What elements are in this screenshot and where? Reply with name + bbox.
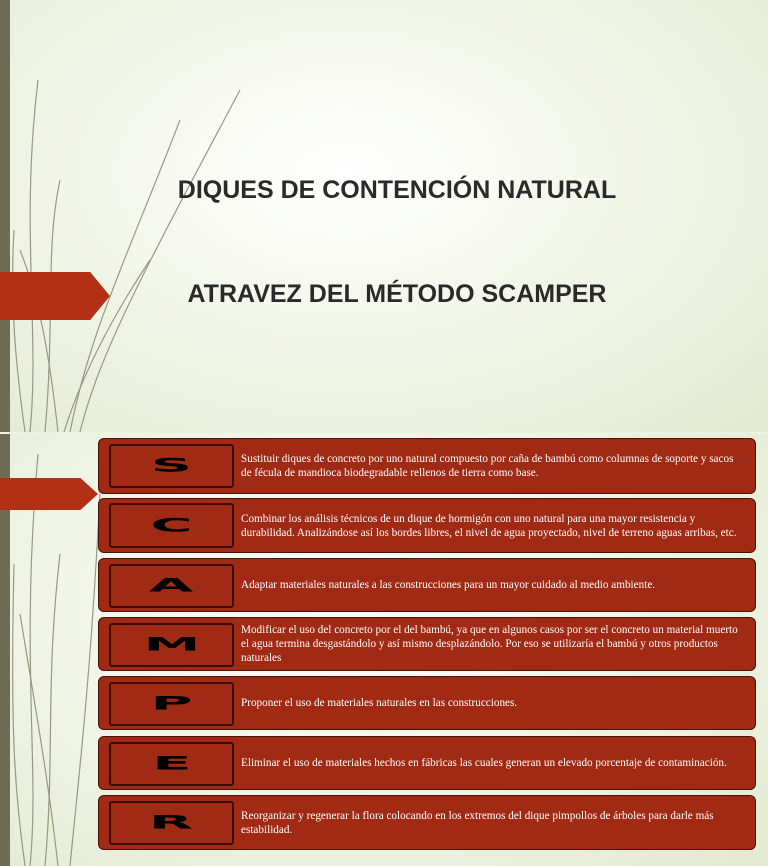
accent-arrow-tab [0, 478, 98, 510]
letter-box [109, 623, 234, 667]
scamper-letter: E [151, 753, 192, 775]
scamper-row-c [98, 498, 756, 553]
letter-box [109, 444, 234, 488]
scamper-description: Adaptar materiales naturales a las construcciones para un mayor cuidado al medio ambiente. [241, 579, 656, 591]
slide-title: DIQUES DE CONTENCIÓN NATURAL [177, 176, 617, 204]
scamper-row-e [98, 736, 756, 790]
scamper-row-p [98, 676, 756, 730]
letter-box [109, 682, 234, 726]
scamper-description: Proponer el uso de materiales naturales en las construcciones. [241, 697, 518, 709]
scamper-row-r [98, 795, 756, 850]
scamper-description: Eliminar el uso de materiales hechos en fábricas las cuales generan un elevado porcentaje de contaminación. [241, 757, 727, 769]
scamper-letter: C [150, 515, 193, 536]
slide-subtitle: ATRAVEZ DEL MÉTODO SCAMPER [187, 280, 607, 308]
letter-box [109, 742, 234, 786]
scamper-description: Combinar los análisis técnicos de un dique de hormigón con uno natural para una mayor resistencia y durabilidad. Analizándose así los bordes libres, el nivel de agua proyectado, nivel de terreno aguas arribas, etc. [241, 512, 737, 539]
title-slide [0, 0, 768, 432]
letter-box [109, 503, 234, 548]
scamper-letter: A [149, 575, 194, 597]
scamper-description: Sustituir diques de concreto por uno natural compuesto por caña de bambú como columnas de soporte y sacos de fécula de mandioca biodegradable rellenos de tierra como base. [241, 453, 734, 479]
scamper-row-s [98, 438, 756, 494]
letter-box [109, 801, 234, 845]
letter-box [109, 564, 234, 608]
scamper-letter: M [143, 634, 200, 656]
scamper-slide [0, 434, 768, 866]
scamper-description: Modificar el uso del concreto por el del bambú, ya que en algunos casos por ser el concreto un material muerto el agua termina desgastándolo y así mismo desplazándolo. Por eso se utilizaría el bambú y otros productos naturales [241, 624, 738, 664]
scamper-description: Reorganizar y regenerar la flora colocando en los extremos del dique pimpollos de árboles para darle más estabilidad. [241, 809, 714, 836]
scamper-letter: S [150, 455, 193, 477]
scamper-row-m [98, 617, 756, 671]
scamper-letter: P [150, 693, 193, 715]
scamper-letter: R [149, 812, 194, 834]
scamper-row-a [98, 558, 756, 612]
grass-decoration [0, 0, 260, 432]
